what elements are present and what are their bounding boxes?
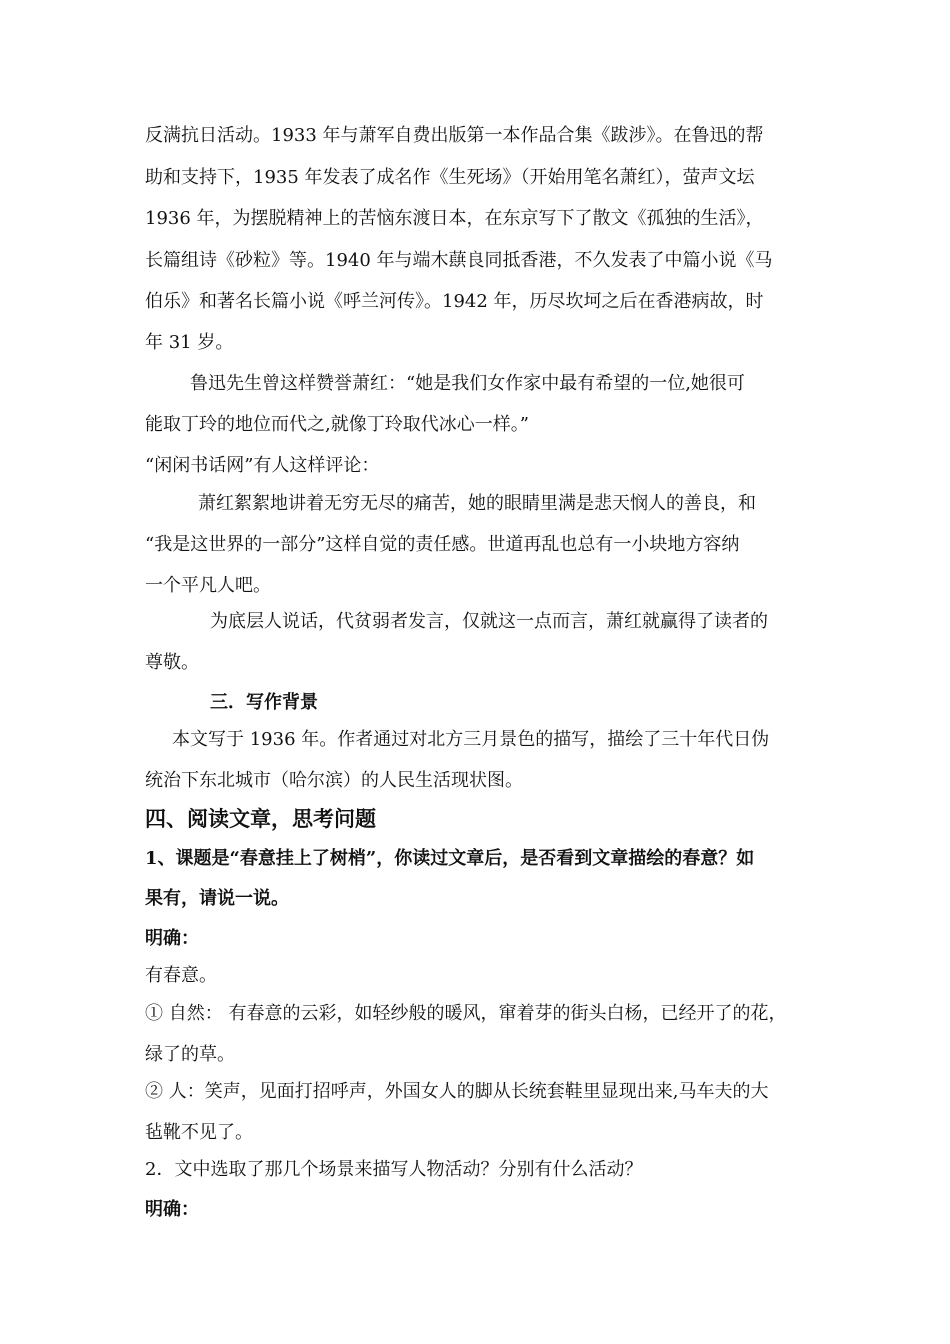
background-line-1: 本文写于 1936 年。作者通过对北方三月景色的描写，描绘了三十年代日伪 [172,729,770,750]
comment-line-2: “我是这世界的一部分”这样自觉的责任感。世道再乱也总有一小块地方容纳 [145,534,740,555]
bio-line-6: 年 31 岁。 [145,332,234,353]
bio-line-4: 长篇组诗《砂粒》等。1940 年与端木蕻良同抵香港，不久发表了中篇小说《马 [145,250,773,271]
answer-label-1: 明确： [145,928,199,949]
bio-line-1: 反满抗日活动。1933 年与萧军自费出版第一本作品合集《跋涉》。在鲁迅的帮 [145,125,764,146]
answer-1-nature-line-1: ① 自然： 有春意的云彩，如轻纱般的暖风，窜着芽的街头白杨，已经开了的花， [145,1003,787,1024]
question-1-line-1: 1、课题是“春意挂上了树梢”，你读过文章后，是否看到文章描绘的春意？如 [145,848,755,869]
question-2: 2．文中选取了那几个场景来描写人物活动？分别有什么活动？ [145,1159,643,1180]
luxun-quote-line-1: 鲁迅先生曾这样赞誉萧红：“她是我们女作家中最有希望的一位,她很可 [190,373,745,394]
bio-line-3: 1936 年，为摆脱精神上的苦恼东渡日本，在东京写下了散文《孤独的生活》， [145,208,764,229]
background-line-2: 统治下东北城市（哈尔滨）的人民生活现状图。 [145,770,523,791]
answer-1-nature-line-2: 绿了的草。 [145,1044,235,1065]
section-heading-background: 三．写作背景 [210,692,318,713]
answer-1-summary: 有春意。 [145,965,217,986]
respect-line-1: 为底层人说话，代贫弱者发言，仅就这一点而言，萧红就赢得了读者的 [210,611,768,632]
answer-1-people-line-2: 毡靴不见了。 [145,1122,253,1143]
answer-label-2: 明确： [145,1199,199,1220]
comment-line-1: 萧红絮絮地讲着无穷无尽的痛苦，她的眼睛里满是悲天悯人的善良，和 [198,493,756,514]
answer-1-people-line-1: ② 人：笑声，见面打招呼声，外国女人的脚从长统套鞋里显现出来,马车夫的大 [145,1081,769,1102]
section-heading-reading: 四、阅读文章，思考问题 [145,806,376,831]
comment-line-3: 一个平凡人吧。 [145,575,271,596]
forum-comment-intro: “闲闲书话网”有人这样评论： [145,455,380,476]
bio-line-2: 助和支持下，1935 年发表了成名作《生死场》（开始用笔名萧红），萤声文坛 [145,167,755,188]
bio-line-5: 伯乐》和著名长篇小说《呼兰河传》。1942 年，历尽坎坷之后在香港病故，时 [145,291,764,312]
respect-line-2: 尊敬。 [145,652,199,673]
luxun-quote-line-2: 能取丁玲的地位而代之,就像丁玲取代冰心一样。” [145,414,529,435]
question-1-line-2: 果有，请说一说。 [145,888,289,909]
